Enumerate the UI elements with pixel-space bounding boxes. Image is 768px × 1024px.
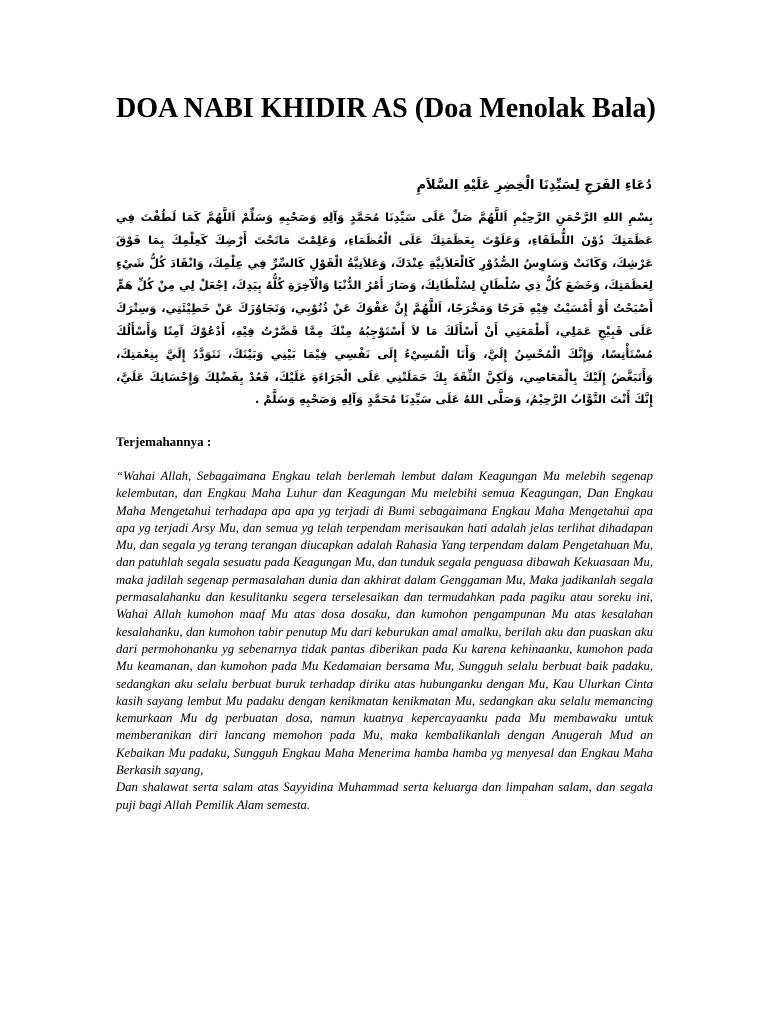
translation-body: “Wahai Allah, Sebagaimana Engkau telah berlemah lembut dalam Keagungan Mu melebih segenap kelembutan, dan Engkau Maha Luhur dan Keagungan Mu melebihi semua Keagungan, Dan Engkau Maha Mengetahui terhadapa apa apa yg terjadi di Bumi sebagaimana Engkau Maha Mengetahui apa apa yg terjadi Arsy Mu, dan semua yg telah terpendam merisaukan hati adalah jelas terlihat dihadapan Mu, dan segala yg terang terangan diucapkan adalah Rahasia Yang terpendam dalam Pengetahuan Mu, dan patuhlah segala sesuatu pada Keagungan Mu, dan tunduk segala penguasa dibawah Kekuasaan Mu, maka jadilah segenap permasalahan dunia dan akhirat dalam Genggaman Mu, Maka jadikanlah segala permasalahanku dan kesulitanku segera terselesaikan dan termudahkan pada pagiku atau soreku ini, Wahai Allah kumohon maaf Mu atas dosa dosaku, dan kumohon pengampunan Mu atas kesalahan kesalahanku, dan kumohon tabir penutup Mu dari keburukan amal amalku, berilah aku dan puaskan aku dari permohonanku yg sebenarnya tidak pantas diberikan pada Ku karena kehinaanku, kumohon pada Mu keamanan, dan kumohon pada Mu Kedamaian bersama Mu, Sungguh selalu berbuat baik padaku, sedangkan aku selalu berbuat buruk terhadap diriku atas hubunganku dengan Mu, Kau Ulurkan Cinta kasih sayang lembut Mu padaku dengan kenikmatan kenikmatan Mu, sedangkan aku selalu memancing kemurkaan Mu dg perbuatan dosa, namun kuatnya kepercayaanku pada Mu membawaku untuk memberanikan diri lancang memohon pada Mu, maka kembalikanlah dengan Anugerah Mud an Kebaikan Mu padaku, Sungguh Engkau Maha Menerima hamba hamba yg menyesal dan Engkau Maha Berkasih sayang,	[116, 469, 653, 778]
translation-text	[116, 468, 653, 814]
translation-closing: Dan shalawat serta salam atas Sayyidina Muhammad serta keluarga dan limpahan salam, dan segala puji bagi Allah Pemilik Alam semesta.	[116, 780, 653, 812]
translation-heading: Terjemahannya :	[116, 434, 212, 449]
arabic-prayer-text	[116, 206, 653, 411]
arabic-prayer-body: اَللَّهُمَّ صَلِّ عَلَى سَيِّدِنَا مُحَمَّدٍ وَآلِهِ وَصَحْبِهِ وَسَلِّمْ اَللَّهُمَّ كَمَا لَطُفْتَ فِي عَظَمَتِكَ دُوْنَ اللُّطَفَاءِ، وَعَلَوْتَ بِعَظَمَتِكَ عَلَى الْعُظَمَاءِ، وَعَلِمْتَ مَاتَحْتَ أَرْضِكَ كَعِلْمِكَ بِمَا فَوْقَ عَرْشِكَ، وَكَانَتْ وَسَاوِسُ الصُّدُوْرِ كَالْعَلاَنِيَّةِ عِنْدَكَ، وَعَلاَنِيَّةُ الْقَوْلِ كَالسِّرِّ فِي عِلْمِكَ، وَانْقَادَ كُلُّ شَيْءٍ لِعَظَمَتِكَ، وَخَضَعَ كُلُّ ذِي سُلْطَانٍ لِسُلْطَانِكَ، وَصَارَ أَمْرُ الدُّنْيَا وَالْآخِرَةِ كُلُّهُ بِيَدِكَ، اِجْعَلْ لِي مِنْ كُلِّ هَمٍّ أَصْبَحْتُ أَوْ أَمْسَيْتُ فِيْهِ فَرَجًا وَمَخْرَجًا، اَللَّهُمَّ إِنَّ عَفْوَكَ عَنْ ذُنُوْبِي، وَتَجَاوُزَكَ عَنْ خَطِيْئَتِي، وَسِتْرَكَ عَلَى قَبِيْحِ عَمَلِي، أَطْمَعَنِي أَنْ أَسْأَلَكَ مَا لاَ أَسْتَوْجِبُهُ مِنْكَ مِمَّا قَصَّرْتُ فِيْهِ، أَدْعُوْكَ آمِنًا وَأَسْأَلُكَ مُسْتَأْنِسًا، وَإِنَّكَ الْمُحْسِنُ إِلَيَّ، وَأَنَا الْمُسِيْءُ إِلَى نَفْسِي فِيْمَا بَيْنِي وَبَيْنَكَ، تَتَوَدَّدُ إِلَيَّ بِنِعْمَتِكَ، وَأَتَبَغَّضُ إِلَيْكَ بِالْمَعَاصِي، وَلَكِنَّ الثِّقَةَ بِكَ حَمَلَتْنِي عَلَى الْجَرَاءَةِ عَلَيْكَ، فَعُدْ بِفَضْلِكَ وَإِحْسَانِكَ عَلَيَّ، إِنَّكَ أَنْتَ التَّوَّابُ الرَّحِيْمُ، وَصَلَّى اللهُ عَلَى سَيِّدِنَا مُحَمَّدٍ وَآلِهِ وَصَحْبِهِ وَسَلَّمْ .	[116, 210, 653, 407]
document-title: DOA NABI KHIDIR AS (Doa Menolak Bala)	[116, 93, 656, 124]
arabic-prayer-heading: دُعَاءِ الفَرَجِ لِسَيِّدِنَا الْخِضِرِ عَلَيْهِ السَّلاَمِ	[416, 178, 652, 193]
arabic-basmala: بِسْمِ اللهِ الرَّحْمَنِ الرَّحِيْمِ	[513, 210, 653, 224]
